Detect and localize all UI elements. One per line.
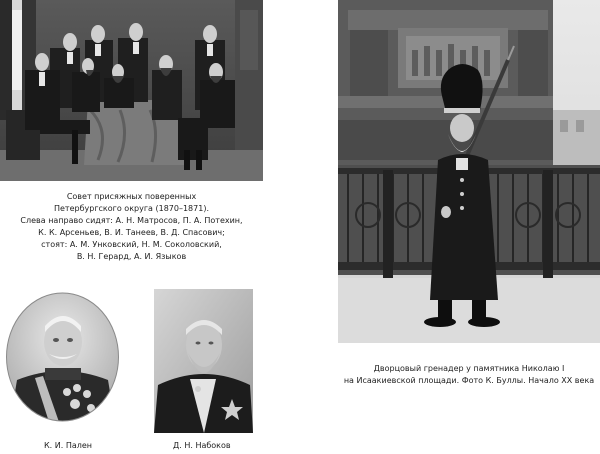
grenadier-caption-line: Дворцовый гренадер у памятника Николаю I	[373, 364, 565, 373]
grenadier-caption	[338, 363, 600, 387]
grenadier-photo	[338, 0, 600, 343]
jurors-caption-line: Петербургского округа (1870–1871).	[53, 204, 209, 213]
palen-caption: К. И. Пален	[44, 441, 93, 450]
grenadier-caption-line: на Исаакиевской площади. Фото К. Буллы. Начало XX века	[343, 376, 595, 385]
jurors-group-photo	[0, 0, 263, 181]
palen-portrait	[5, 292, 120, 422]
jurors-caption-line: К. К. Арсеньев, В. И. Танеев, В. Д. Спасович;	[38, 228, 225, 237]
jurors-caption	[0, 191, 263, 263]
jurors-caption-line: стоят: А. М. Унковский, Н. М. Соколовский,	[41, 240, 222, 249]
jurors-caption-line: В. Н. Герард, А. И. Языков	[76, 252, 187, 261]
nabokov-portrait	[154, 289, 253, 433]
jurors-caption-line: Совет присяжных поверенных	[66, 192, 197, 201]
jurors-caption-line: Слева направо сидят: А. Н. Матросов, П. А. Потехин,	[20, 216, 243, 225]
nabokov-caption: Д. Н. Набоков	[173, 441, 231, 450]
